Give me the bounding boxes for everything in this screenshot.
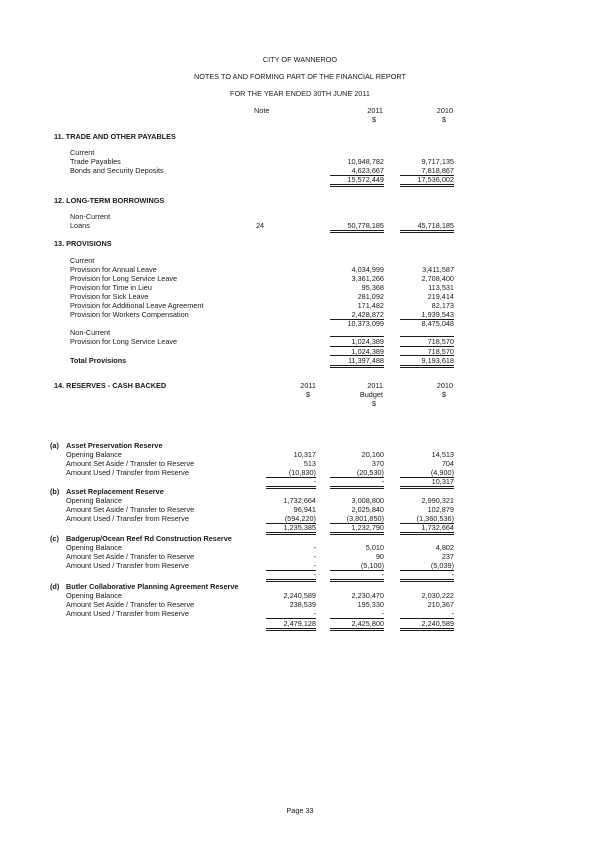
reserve-total-actual: 1,235,385 xyxy=(266,523,316,535)
provision-label: Provision for Long Service Leave xyxy=(70,274,178,283)
note-11-row-label: Trade Payables xyxy=(70,157,121,166)
reserve-row-actual: (10,830) xyxy=(266,468,316,478)
reserve-total-2010: 2,240,589 xyxy=(400,619,454,631)
reserve-row-actual: - xyxy=(313,552,316,561)
currency-2011-header: $ xyxy=(371,115,376,124)
reserve-total-actual: 2,479,128 xyxy=(266,619,316,631)
report-period: FOR THE YEAR ENDED 30TH JUNE 2011 xyxy=(230,89,370,98)
reserve-row-2010: (1,360,536) xyxy=(400,514,454,524)
reserve-row-budget: (3,801,850) xyxy=(330,514,384,524)
provision-2011: 4,034,999 xyxy=(351,265,384,274)
reserve-row-2010: - xyxy=(400,609,454,619)
note-11-section-current: Current xyxy=(70,148,95,157)
reserve-col-budget-currency: $ xyxy=(371,399,376,408)
year-2010-header: 2010 xyxy=(436,106,453,115)
reserve-row-label: Amount Used / Transfer from Reserve xyxy=(66,609,189,618)
provision-2010: 219,414 xyxy=(427,292,454,301)
reserve-name: Butler Collaborative Planning Agreement Reserve xyxy=(66,582,239,591)
reserve-row-actual: - xyxy=(266,609,316,619)
provision-label: Provision for Time in Lieu xyxy=(70,283,152,292)
provision-2011: 95,368 xyxy=(361,283,384,292)
provision-2011: 281,092 xyxy=(357,292,384,301)
reserve-letter: (a) xyxy=(50,441,59,450)
reserve-row-2010: (5,039) xyxy=(400,561,454,571)
provision-label: Provision for Workers Compensation xyxy=(70,310,189,319)
provision-label: Provision for Additional Leave Agreement xyxy=(70,301,204,310)
reserve-row-budget: 2,230,470 xyxy=(351,591,384,600)
note-11-row-label: Bonds and Security Deposits xyxy=(70,166,164,175)
provision-label: Provision for Long Service Leave xyxy=(70,337,178,346)
reserve-row-budget: (5,100) xyxy=(330,561,384,571)
reserve-row-label: Amount Used / Transfer from Reserve xyxy=(66,468,189,477)
reserve-row-budget: 2,025,840 xyxy=(351,505,384,514)
reserve-row-budget: 195,330 xyxy=(357,600,384,609)
note-13-noncurrent-label: Non-Current xyxy=(70,328,111,337)
reserve-row-budget: - xyxy=(330,609,384,619)
reserve-col-budget-sub: Budget xyxy=(359,390,383,399)
reserve-row-actual: (594,220) xyxy=(266,514,316,524)
page-number: Page 33 xyxy=(286,806,314,815)
reserve-col-actual-currency: $ xyxy=(305,390,310,399)
reserve-total-actual: - xyxy=(266,477,316,489)
note-12-note-ref: 24 xyxy=(256,221,265,230)
note-12-title: 12. LONG-TERM BORROWINGS xyxy=(54,196,165,205)
reserve-row-2010: (4,900) xyxy=(400,468,454,478)
provision-2011: 171,482 xyxy=(357,301,384,310)
year-2011-header: 2011 xyxy=(367,106,383,115)
note-12-loans-2011: 50,778,185 xyxy=(330,221,384,233)
reserve-row-actual: - xyxy=(313,543,316,552)
reserve-row-actual: 10,317 xyxy=(293,450,316,459)
total-provisions-label: Total Provisions xyxy=(70,356,127,365)
provision-label: Provision for Sick Leave xyxy=(70,292,149,301)
reserve-row-actual: - xyxy=(266,561,316,571)
reserve-row-label: Amount Set Aside / Transfer to Reserve xyxy=(66,552,195,561)
reserve-row-label: Amount Set Aside / Transfer to Reserve xyxy=(66,600,195,609)
note-11-row-2010: 9,717,135 xyxy=(421,157,454,166)
reserve-row-label: Amount Used / Transfer from Reserve xyxy=(66,561,189,570)
reserve-total-2010: - xyxy=(400,570,454,582)
reserve-row-label: Amount Set Aside / Transfer to Reserve xyxy=(66,505,195,514)
reserve-name: Badgerup/Ocean Reef Rd Construction Reserve xyxy=(66,534,232,543)
reserve-total-actual: - xyxy=(266,570,316,582)
note-11-total-2011: 15,572,449 xyxy=(330,175,384,187)
reserve-row-2010: 704 xyxy=(441,459,454,468)
reserve-total-2010: 10,317 xyxy=(400,477,454,489)
reserve-row-budget: 20,160 xyxy=(361,450,384,459)
reserve-letter: (d) xyxy=(50,582,60,591)
reserve-col-actual-header: 2011 xyxy=(300,381,316,390)
provision-2011: 3,361,266 xyxy=(351,274,384,283)
reserve-total-budget: - xyxy=(330,477,384,489)
reserve-letter: (b) xyxy=(50,487,60,496)
reserve-row-label: Amount Used / Transfer from Reserve xyxy=(66,514,189,523)
reserve-row-label: Opening Balance xyxy=(66,591,122,600)
reserve-total-budget: 1,232,790 xyxy=(330,523,384,535)
note-11-row-2010: 7,818,867 xyxy=(400,166,454,176)
reserve-row-budget: (20,530) xyxy=(330,468,384,478)
reserve-total-budget: - xyxy=(330,570,384,582)
reserve-row-2010: 4,802 xyxy=(435,543,454,552)
provision-2010: 1,939,543 xyxy=(400,310,454,320)
provision-label: Provision for Annual Leave xyxy=(70,265,157,274)
reserve-row-budget: 370 xyxy=(371,459,384,468)
reserve-row-2010: 210,367 xyxy=(427,600,454,609)
note-11-title: 11. TRADE AND OTHER PAYABLES xyxy=(54,132,176,141)
reserve-row-budget: 3,008,800 xyxy=(351,496,384,505)
note-13-title: 13. PROVISIONS xyxy=(54,239,112,248)
reserve-total-budget: 2,425,800 xyxy=(330,619,384,631)
note-12-loans-label: Loans xyxy=(70,221,90,230)
reserve-row-label: Opening Balance xyxy=(66,543,122,552)
reserve-row-2010: 14,513 xyxy=(431,450,454,459)
reserve-name: Asset Preservation Reserve xyxy=(66,441,163,450)
note-column-header: Note xyxy=(254,106,270,115)
reserve-row-2010: 237 xyxy=(441,552,454,561)
noncurrent-provisions-total-2010: 718,570 xyxy=(400,346,454,356)
org-title: CITY OF WANNEROO xyxy=(262,55,338,64)
provision-2011: 2,428,872 xyxy=(330,310,384,320)
reserve-row-actual: 238,539 xyxy=(289,600,316,609)
provision-2010: 3,411,587 xyxy=(422,265,454,274)
reserve-name: Asset Replacement Reserve xyxy=(66,487,164,496)
reserve-row-2010: 102,879 xyxy=(427,505,454,514)
total-provisions-2011: 11,397,488 xyxy=(330,355,384,368)
note-14-title: 14. RESERVES - CASH BACKED xyxy=(54,381,167,390)
note-11-row-2011: 4,623,667 xyxy=(330,166,384,176)
reserve-row-actual: 513 xyxy=(303,459,316,468)
provision-2010: 718,570 xyxy=(400,336,454,346)
note-13-current-label: Current xyxy=(70,256,95,265)
reserve-row-label: Opening Balance xyxy=(66,450,122,459)
reserve-row-actual: 1,732,664 xyxy=(283,496,316,505)
noncurrent-provisions-total-2011: 1,024,389 xyxy=(330,346,384,356)
reserve-row-label: Opening Balance xyxy=(66,496,122,505)
current-provisions-total-2011: 10,373,099 xyxy=(347,319,384,328)
note-12-section-noncurrent: Non-Current xyxy=(70,212,111,221)
reserve-row-actual: 96,941 xyxy=(293,505,316,514)
report-subtitle: NOTES TO AND FORMING PART OF THE FINANCIAL REPORT xyxy=(193,72,407,81)
note-12-loans-2010: 45,718,185 xyxy=(400,221,454,233)
reserve-row-2010: 2,990,321 xyxy=(421,496,454,505)
reserve-row-budget: 90 xyxy=(375,552,384,561)
reserve-letter: (c) xyxy=(50,534,59,543)
note-11-row-2011: 10,948,782 xyxy=(347,157,384,166)
reserve-row-label: Amount Set Aside / Transfer to Reserve xyxy=(66,459,195,468)
note-11-total-2010: 17,536,002 xyxy=(400,175,454,187)
reserve-row-budget: 5,010 xyxy=(365,543,384,552)
provision-2010: 82,173 xyxy=(431,301,454,310)
reserve-row-actual: 2,240,589 xyxy=(283,591,316,600)
current-provisions-total-2010: 8,475,048 xyxy=(421,319,454,328)
reserve-col-budget-header: 2011 xyxy=(367,381,383,390)
reserve-col-2010-currency: $ xyxy=(441,390,446,399)
total-provisions-2010: 9,193,618 xyxy=(400,355,454,368)
reserve-total-2010: 1,732,664 xyxy=(400,523,454,535)
reserve-col-2010-header: 2010 xyxy=(436,381,453,390)
reserve-row-2010: 2,030,222 xyxy=(421,591,454,600)
provision-2010: 113,531 xyxy=(428,283,454,292)
provision-2010: 2,708,400 xyxy=(421,274,454,283)
provision-2011: 1,024,389 xyxy=(330,336,384,346)
currency-2010-header: $ xyxy=(441,115,446,124)
